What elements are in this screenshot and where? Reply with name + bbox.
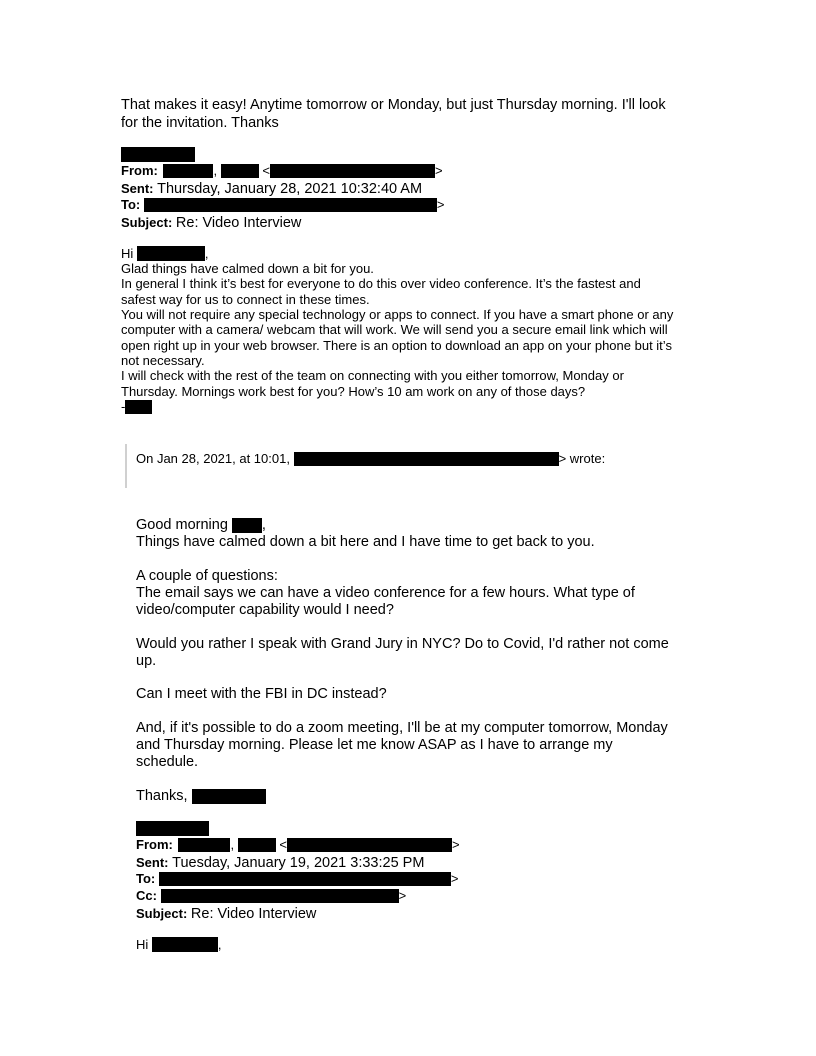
redacted-cc-address-2 <box>161 889 399 903</box>
message1-line-3: You will not require any special technology or apps to connect. If you have a smart phone or any <box>121 307 674 322</box>
redacted-from-first-2 <box>238 838 276 852</box>
quote-suffix: > wrote: <box>558 451 606 466</box>
quote-bar <box>125 444 127 488</box>
sent-value-2: Tuesday, January 19, 2021 3:33:25 PM <box>172 855 425 871</box>
from-label: From: <box>121 163 158 178</box>
zoom-line-2: and Thursday morning. Please let me know ASAP as I have to arrange my <box>136 737 613 753</box>
signature-dash: - <box>121 399 126 414</box>
quote-header <box>136 452 605 467</box>
email-line-1: The email says we can have a video conference for a few hours. What type of <box>136 585 635 601</box>
greeting-comma-3: , <box>217 937 222 952</box>
redacted-sender-name-2 <box>136 821 209 836</box>
redacted-recipient-name-3 <box>152 937 218 952</box>
greeting-hi-3 <box>136 937 222 953</box>
message1-line-0: Glad things have calmed down a bit for you. <box>121 261 374 276</box>
redacted-from-email <box>270 164 435 178</box>
subject-line-1 <box>121 215 301 232</box>
sent-value: Thursday, January 28, 2021 10:32:40 AM <box>157 181 423 197</box>
greeting-hi-1 <box>121 246 209 262</box>
sent-label-2: Sent: <box>136 855 169 870</box>
message1-line-5: open right up in your web browser. There is an option to download an app on your phone but it’s <box>121 338 672 353</box>
greeting-hi-text-3: Hi <box>136 937 149 952</box>
subject-line-2 <box>136 906 316 923</box>
message1-line-8: Thursday. Mornings work best for you? How’s 10 am work on any of those days? <box>121 384 586 399</box>
cc-line-2 <box>136 889 406 904</box>
from-line-2 <box>136 838 460 853</box>
sent-line-1 <box>121 181 422 198</box>
redacted-quote-email <box>294 452 559 466</box>
message1-line-4: computer with a camera/ webcam that will work. We will send you a secure email link which will <box>121 322 668 337</box>
redacted-thanks-name <box>192 789 266 804</box>
to-gt-2: > <box>450 871 459 886</box>
from-lt-2: < <box>279 837 287 852</box>
sent-line-2 <box>136 855 424 872</box>
greeting-hi-text: Hi <box>121 246 134 261</box>
redacted-to-address <box>144 198 437 212</box>
redacted-agent-name <box>232 518 262 533</box>
redacted-from-last-2 <box>178 838 230 852</box>
email-line-2: video/computer capability would I need? <box>136 602 394 618</box>
signature-line-1 <box>121 400 152 415</box>
grand-line-2: up. <box>136 653 157 669</box>
redacted-sender-name <box>121 147 195 162</box>
grand-line-1: Would you rather I speak with Grand Jury in NYC? Do to Covid, I'd rather not come <box>136 636 669 652</box>
from-comma: , <box>213 163 218 178</box>
thanks-text: Thanks, <box>136 788 188 804</box>
from-line-1 <box>121 164 443 179</box>
from-gt: > <box>434 163 443 178</box>
subject-label-2: Subject: <box>136 906 188 921</box>
reply-line-1: That makes it easy! Anytime tomorrow or Monday, but just Thursday morning. I'll look <box>121 97 666 113</box>
from-comma-2: , <box>230 837 235 852</box>
zoom-line-1: And, if it's possible to do a zoom meeting, I'll be at my computer tomorrow, Monday <box>136 720 668 736</box>
fbi-line: Can I meet with the FBI in DC instead? <box>136 686 387 702</box>
redacted-from-email-2 <box>287 838 452 852</box>
from-lt: < <box>262 163 270 178</box>
to-line-2 <box>136 872 458 887</box>
to-label: To: <box>121 197 141 212</box>
redacted-signature <box>125 400 152 414</box>
greeting-comma: , <box>204 246 209 261</box>
from-label-2: From: <box>136 837 173 852</box>
message1-line-6: not necessary. <box>121 353 205 368</box>
to-line-1 <box>121 198 444 213</box>
thanks-line <box>136 788 266 805</box>
message1-line-7: I will check with the rest of the team on connecting with you either tomorrow, Monday or <box>121 368 624 383</box>
subject-value: Re: Video Interview <box>175 215 302 231</box>
good-morning-text: Good morning <box>136 517 228 533</box>
subject-label: Subject: <box>121 215 173 230</box>
reply-line-2: for the invitation. Thanks <box>121 115 279 131</box>
redacted-to-address-2 <box>159 872 451 886</box>
message1-line-2: safest way for us to connect in these times. <box>121 292 370 307</box>
subject-value-2: Re: Video Interview <box>190 906 317 922</box>
good-morning-comma: , <box>261 517 266 533</box>
message1-line-1: In general I think it’s best for everyone to do this over video conference. It’s the fastest and <box>121 276 641 291</box>
sent-label: Sent: <box>121 181 154 196</box>
from-gt-2: > <box>451 837 460 852</box>
to-gt: > <box>436 197 445 212</box>
cc-label-2: Cc: <box>136 888 157 903</box>
redacted-from-first <box>221 164 259 178</box>
redacted-from-last <box>163 164 213 178</box>
quote-prefix: On Jan 28, 2021, at 10:01, <box>136 451 290 466</box>
to-label-2: To: <box>136 871 156 886</box>
redacted-recipient-name <box>137 246 205 261</box>
couple-line: A couple of questions: <box>136 568 278 584</box>
good-morning-line <box>136 517 266 534</box>
calmed-line: Things have calmed down a bit here and I have time to get back to you. <box>136 534 595 550</box>
cc-gt-2: > <box>398 888 407 903</box>
zoom-line-3: schedule. <box>136 754 199 770</box>
